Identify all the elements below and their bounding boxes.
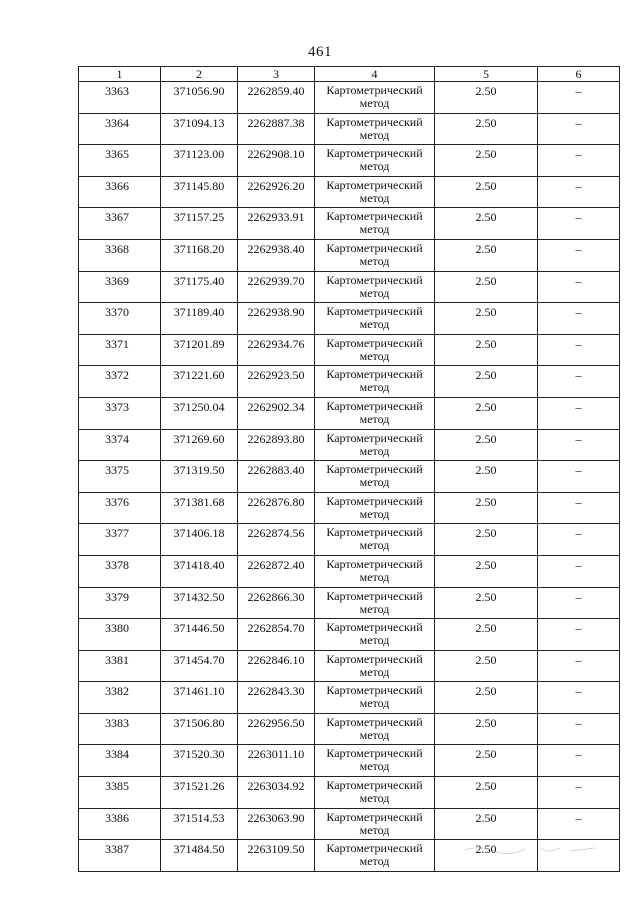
column-header: 6 (538, 67, 620, 82)
cell-note: – (538, 555, 620, 587)
cell-accuracy: 2.50 (435, 461, 538, 493)
cell-note: – (538, 113, 620, 145)
cell-method: Картометрический метод (315, 840, 435, 872)
cell-method: Картометрический метод (315, 682, 435, 714)
cell-note: – (538, 366, 620, 398)
table-body (79, 82, 620, 872)
cell-accuracy: 2.50 (435, 682, 538, 714)
cell-x: 371418.40 (161, 555, 238, 587)
cell-method: Картометрический метод (315, 176, 435, 208)
cell-n: 3376 (79, 492, 161, 524)
cell-accuracy: 2.50 (435, 397, 538, 429)
cell-note: – (538, 239, 620, 271)
table-row (79, 366, 620, 398)
cell-accuracy: 2.50 (435, 650, 538, 682)
cell-note: – (538, 713, 620, 745)
cell-accuracy: 2.50 (435, 840, 538, 872)
cell-method: Картометрический метод (315, 82, 435, 114)
cell-n: 3387 (79, 840, 161, 872)
table-row (79, 145, 620, 177)
cell-note: – (538, 745, 620, 777)
table-row (79, 713, 620, 745)
cell-method: Картометрический метод (315, 492, 435, 524)
column-header: 5 (435, 67, 538, 82)
cell-x: 371250.04 (161, 397, 238, 429)
cell-y: 2263011.10 (238, 745, 315, 777)
cell-method: Картометрический метод (315, 334, 435, 366)
cell-accuracy: 2.50 (435, 82, 538, 114)
cell-x: 371168.20 (161, 239, 238, 271)
cell-accuracy: 2.50 (435, 587, 538, 619)
cell-method: Картометрический метод (315, 650, 435, 682)
cell-note: – (538, 145, 620, 177)
column-header: 3 (238, 67, 315, 82)
cell-x: 371123.00 (161, 145, 238, 177)
cell-n: 3371 (79, 334, 161, 366)
column-header: 2 (161, 67, 238, 82)
cell-n: 3385 (79, 777, 161, 809)
cell-note: – (538, 777, 620, 809)
cell-method: Картометрический метод (315, 303, 435, 335)
table-row (79, 650, 620, 682)
cell-accuracy: 2.50 (435, 745, 538, 777)
faint-stamp-marks (460, 842, 610, 856)
cell-y: 2262933.91 (238, 208, 315, 240)
cell-accuracy: 2.50 (435, 524, 538, 556)
table-row (79, 176, 620, 208)
cell-n: 3381 (79, 650, 161, 682)
cell-n: 3384 (79, 745, 161, 777)
cell-x: 371094.13 (161, 113, 238, 145)
cell-note: – (538, 429, 620, 461)
cell-n: 3366 (79, 176, 161, 208)
cell-note: – (538, 82, 620, 114)
cell-y: 2262908.10 (238, 145, 315, 177)
cell-y: 2262902.34 (238, 397, 315, 429)
cell-method: Картометрический метод (315, 366, 435, 398)
table-row (79, 82, 620, 114)
cell-n: 3375 (79, 461, 161, 493)
cell-note: – (538, 303, 620, 335)
cell-y: 2262934.76 (238, 334, 315, 366)
cell-n: 3367 (79, 208, 161, 240)
cell-method: Картометрический метод (315, 113, 435, 145)
table-row (79, 271, 620, 303)
cell-x: 371056.90 (161, 82, 238, 114)
cell-method: Картометрический метод (315, 461, 435, 493)
cell-x: 371454.70 (161, 650, 238, 682)
cell-y: 2263063.90 (238, 808, 315, 840)
cell-x: 371521.26 (161, 777, 238, 809)
cell-x: 371406.18 (161, 524, 238, 556)
table-row (79, 113, 620, 145)
cell-y: 2262854.70 (238, 619, 315, 651)
column-header: 1 (79, 67, 161, 82)
cell-y: 2262893.80 (238, 429, 315, 461)
cell-y: 2262923.50 (238, 366, 315, 398)
cell-x: 371269.60 (161, 429, 238, 461)
cell-n: 3363 (79, 82, 161, 114)
table-header (79, 67, 620, 82)
cell-n: 3382 (79, 682, 161, 714)
cell-method: Картометрический метод (315, 239, 435, 271)
table-row (79, 429, 620, 461)
cell-method: Картометрический метод (315, 271, 435, 303)
cell-x: 371461.10 (161, 682, 238, 714)
header-row (79, 67, 620, 82)
table-row (79, 619, 620, 651)
cell-note: – (538, 682, 620, 714)
table-row (79, 397, 620, 429)
cell-note: – (538, 271, 620, 303)
table-row (79, 303, 620, 335)
cell-y: 2263034.92 (238, 777, 315, 809)
cell-y: 2262926.20 (238, 176, 315, 208)
coordinates-table (78, 66, 620, 872)
table-row (79, 682, 620, 714)
cell-method: Картометрический метод (315, 524, 435, 556)
cell-y: 2262956.50 (238, 713, 315, 745)
cell-x: 371157.25 (161, 208, 238, 240)
cell-x: 371381.68 (161, 492, 238, 524)
cell-accuracy: 2.50 (435, 239, 538, 271)
cell-x: 371506.80 (161, 713, 238, 745)
table-row (79, 334, 620, 366)
cell-n: 3370 (79, 303, 161, 335)
cell-y: 2262939.70 (238, 271, 315, 303)
cell-note: – (538, 808, 620, 840)
cell-accuracy: 2.50 (435, 334, 538, 366)
cell-accuracy: 2.50 (435, 208, 538, 240)
cell-accuracy: 2.50 (435, 713, 538, 745)
cell-n: 3368 (79, 239, 161, 271)
cell-n: 3369 (79, 271, 161, 303)
cell-n: 3386 (79, 808, 161, 840)
table-row (79, 492, 620, 524)
cell-n: 3383 (79, 713, 161, 745)
table-row (79, 524, 620, 556)
cell-y: 2262846.10 (238, 650, 315, 682)
cell-y: 2262859.40 (238, 82, 315, 114)
cell-note: – (538, 461, 620, 493)
cell-y: 2262938.40 (238, 239, 315, 271)
cell-method: Картометрический метод (315, 808, 435, 840)
cell-n: 3377 (79, 524, 161, 556)
cell-y: 2262843.30 (238, 682, 315, 714)
cell-accuracy: 2.50 (435, 145, 538, 177)
cell-y: 2263109.50 (238, 840, 315, 872)
cell-note: – (538, 587, 620, 619)
cell-method: Картометрический метод (315, 745, 435, 777)
table-row (79, 208, 620, 240)
table-row (79, 587, 620, 619)
cell-accuracy: 2.50 (435, 808, 538, 840)
cell-x: 371189.40 (161, 303, 238, 335)
cell-n: 3365 (79, 145, 161, 177)
cell-x: 371446.50 (161, 619, 238, 651)
cell-method: Картометрический метод (315, 429, 435, 461)
cell-x: 371520.30 (161, 745, 238, 777)
table-row (79, 777, 620, 809)
cell-accuracy: 2.50 (435, 113, 538, 145)
cell-n: 3372 (79, 366, 161, 398)
cell-n: 3364 (79, 113, 161, 145)
cell-x: 371484.50 (161, 840, 238, 872)
cell-accuracy: 2.50 (435, 366, 538, 398)
cell-method: Картометрический метод (315, 208, 435, 240)
cell-note: – (538, 176, 620, 208)
cell-x: 371145.80 (161, 176, 238, 208)
cell-note: – (538, 397, 620, 429)
cell-accuracy: 2.50 (435, 429, 538, 461)
cell-note: – (538, 619, 620, 651)
cell-n: 3380 (79, 619, 161, 651)
cell-x: 371201.89 (161, 334, 238, 366)
page-number: 461 (308, 44, 332, 60)
cell-n: 3374 (79, 429, 161, 461)
cell-y: 2262938.90 (238, 303, 315, 335)
cell-y: 2262872.40 (238, 555, 315, 587)
table-row (79, 808, 620, 840)
cell-note: – (538, 208, 620, 240)
cell-accuracy: 2.50 (435, 555, 538, 587)
cell-x: 371432.50 (161, 587, 238, 619)
cell-method: Картометрический метод (315, 145, 435, 177)
cell-note: – (538, 492, 620, 524)
table-row (79, 745, 620, 777)
cell-method: Картометрический метод (315, 777, 435, 809)
cell-accuracy: 2.50 (435, 777, 538, 809)
cell-n: 3378 (79, 555, 161, 587)
cell-note: – (538, 650, 620, 682)
cell-method: Картометрический метод (315, 397, 435, 429)
cell-y: 2262866.30 (238, 587, 315, 619)
cell-x: 371514.53 (161, 808, 238, 840)
cell-accuracy: 2.50 (435, 619, 538, 651)
cell-n: 3379 (79, 587, 161, 619)
cell-n: 3373 (79, 397, 161, 429)
cell-method: Картометрический метод (315, 619, 435, 651)
cell-note: – (538, 524, 620, 556)
cell-accuracy: 2.50 (435, 176, 538, 208)
cell-y: 2262887.38 (238, 113, 315, 145)
cell-accuracy: 2.50 (435, 492, 538, 524)
cell-note: – (538, 334, 620, 366)
cell-x: 371175.40 (161, 271, 238, 303)
table-row (79, 555, 620, 587)
cell-y: 2262876.80 (238, 492, 315, 524)
cell-x: 371319.50 (161, 461, 238, 493)
column-header: 4 (315, 67, 435, 82)
table-row (79, 461, 620, 493)
cell-y: 2262874.56 (238, 524, 315, 556)
cell-method: Картометрический метод (315, 587, 435, 619)
cell-method: Картометрический метод (315, 713, 435, 745)
table-row (79, 239, 620, 271)
cell-x: 371221.60 (161, 366, 238, 398)
cell-method: Картометрический метод (315, 555, 435, 587)
cell-y: 2262883.40 (238, 461, 315, 493)
cell-accuracy: 2.50 (435, 303, 538, 335)
cell-accuracy: 2.50 (435, 271, 538, 303)
